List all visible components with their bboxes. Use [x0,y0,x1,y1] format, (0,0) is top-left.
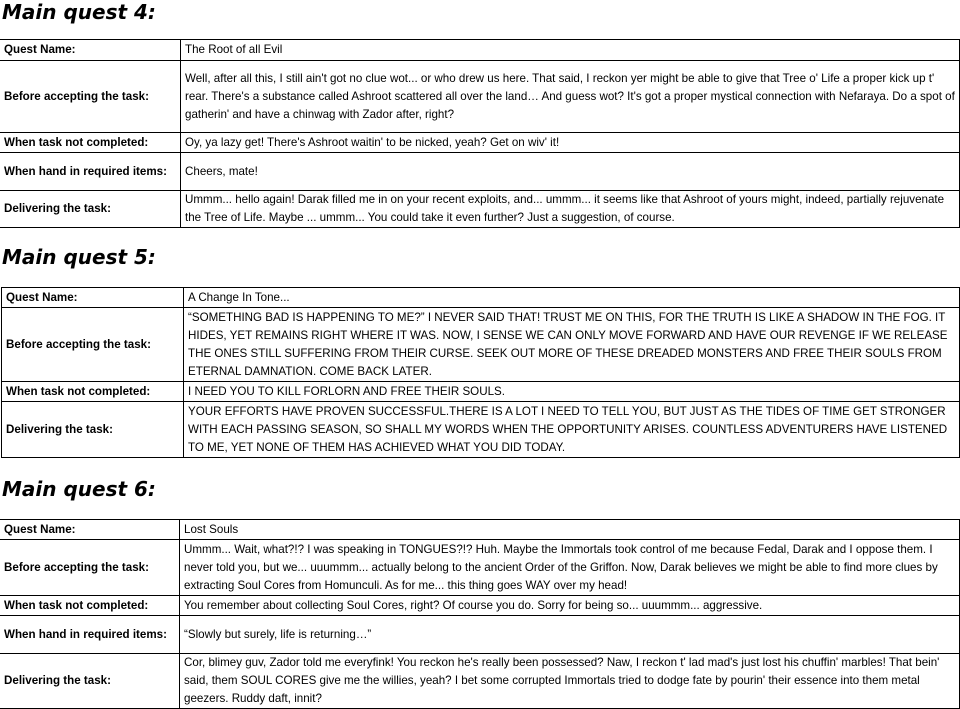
row-text: Lost Souls [180,520,960,540]
row-label: When hand in required items: [0,616,180,654]
row-text: YOUR EFFORTS HAVE PROVEN SUCCESSFUL.THERE IS A LOT I NEED TO TELL YOU, BUT JUST AS THE TIDES OF TIME GET STRONGER WITH EACH PASSING SEASON, SO SHALL MY WORDS WHEN THE OPPORTUNITY ARISES. COUNTLESS ADVENTURERS HAVE LISTENED TO ME, YET NONE OF THEM HAS ACHIEVED WHAT YOU DID TODAY. [184,402,960,458]
row-label: Quest Name: [0,520,180,540]
table-row [0,616,960,654]
row-text: Ummm... Wait, what?!? I was speaking in TONGUES?!? Huh. Maybe the Immortals took control of me because Fedal, Darak and I oppose them. I never told you, but we... uuummm... actually belong to the ancient Order of the Griffon. Now, Darak believes we might be able to find more clues by extracting Soul Cores from Homunculi. As for me... this thing goes WAY over my head! [180,540,960,596]
row-text: Ummm... hello again! Darak filled me in on your recent exploits, and... ummm... it seems like that Ashroot of yours might, indeed, partially rejuvenate the Tree of Life. Maybe ... ummm... You could take it even further? Just a suggestion, of course. [181,191,960,228]
table-row [2,382,960,402]
table-row [2,288,960,308]
table-row [0,191,960,228]
quest-heading: Main quest 4: [2,0,156,24]
row-label: When hand in required items: [0,153,181,191]
row-label: When task not completed: [0,133,181,153]
quest-table [1,287,960,458]
row-label: Quest Name: [0,40,181,61]
row-text: I NEED YOU TO KILL FORLORN AND FREE THEIR SOULS. [184,382,960,402]
row-text: Cheers, mate! [181,153,960,191]
table-row [2,402,960,458]
row-text: You remember about collecting Soul Cores, right? Of course you do. Sorry for being so... uuummm... aggressive. [180,596,960,616]
table-row [0,61,960,133]
row-text: “Slowly but surely, life is returning…” [180,616,960,654]
row-text: Cor, blimey guv, Zador told me everyfink! You reckon he's really been possessed? Naw, I reckon t' lad mad's just lost his chuffin' marbles! That bein' said, them SOUL CORES give me the willies, yeah? I bet some corrupted Immortals tried to dodge fate by pourin' their essence into them metal geezers. Ruddy daft, innit? [180,654,960,709]
row-text: Well, after all this, I still ain't got no clue wot... or who drew us here. That said, I reckon yer might be able to give that Tree o' Life a proper kick up t' rear. There's a substance called Ashroot scattered all over the land… And guess wot? It's got a proper mystical connection with Nefaraya. Do a spot of gatherin' and have a chinwag with Zador after, right? [181,61,960,133]
table-row [0,153,960,191]
quest-table [0,39,960,228]
quest-heading: Main quest 6: [2,477,156,501]
table-row [0,654,960,709]
table-row [0,520,960,540]
row-text: A Change In Tone... [184,288,960,308]
quest-table [0,519,960,709]
row-label: Before accepting the task: [0,61,181,133]
row-label: When task not completed: [0,596,180,616]
row-text: The Root of all Evil [181,40,960,61]
table-row [2,308,960,382]
quest-heading: Main quest 5: [2,245,156,269]
table-row [0,133,960,153]
row-label: Delivering the task: [0,654,180,709]
row-label: Quest Name: [2,288,184,308]
row-label: Before accepting the task: [0,540,180,596]
row-text: Oy, ya lazy get! There's Ashroot waitin' to be nicked, yeah? Get on wiv' it! [181,133,960,153]
row-label: When task not completed: [2,382,184,402]
table-row [0,40,960,61]
row-label: Before accepting the task: [2,308,184,382]
table-row [0,596,960,616]
row-label: Delivering the task: [2,402,184,458]
row-text: “SOMETHING BAD IS HAPPENING TO ME?” I NEVER SAID THAT! TRUST ME ON THIS, FOR THE TRUTH IS LIKE A SHADOW IN THE FOG. IT HIDES, YET REMAINS RIGHT WHERE IT WAS. NOW, I SENSE WE CAN ONLY MOVE FORWARD AND HAVE OUR REVENGE IF WE RELEASE THE ONES STILL SUFFERING FROM THEIR CURSE. SEEK OUT MORE OF THESE DREADED MONSTERS AND FREE THEIR SOULS FROM ETERNAL DAMNATION. COME BACK LATER. [184,308,960,382]
row-label: Delivering the task: [0,191,181,228]
table-row [0,540,960,596]
